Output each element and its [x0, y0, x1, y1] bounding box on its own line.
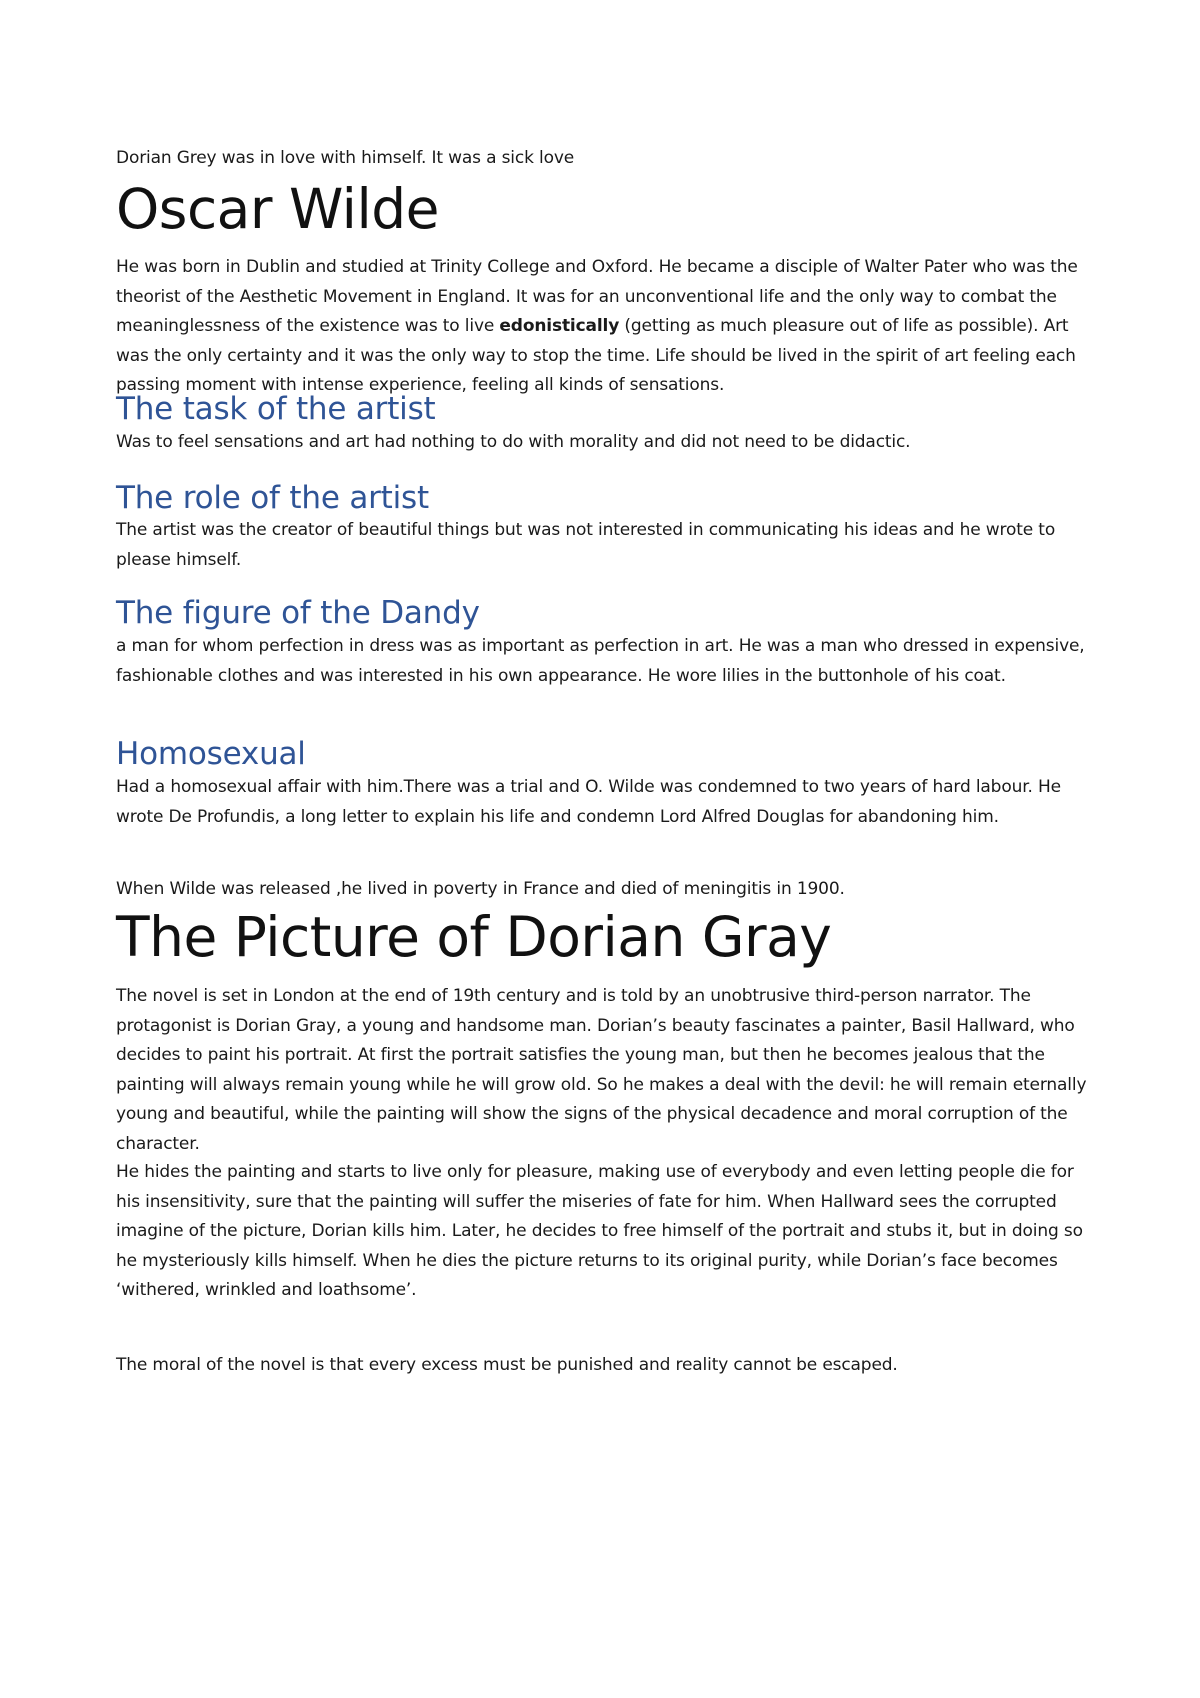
paragraph-figure-of-dandy: a man for whom perfection in dress was as important as perfection in art. He was a man who dressed in expensive, fashionable clothes and was interested in his own appearance. He wore lilies in the buttonhole of his coat. [116, 636, 1085, 686]
title-picture-of-dorian-gray: The Picture of Dorian Gray [116, 905, 832, 969]
paragraph-role-of-artist: The artist was the creator of beautiful things but was not interested in communicating his ideas and he wrote to please himself. [116, 520, 1056, 570]
paragraph-novel-plot: He hides the painting and starts to live only for pleasure, making use of everybody and even letting people die for his insensitivity, sure that the painting will suffer the miseries of fate for him. When Hallward sees the corrupted imagine of the picture, Dorian kills him. Later, he decides to free himself of the portrait and stubs it, but in doing so he mysteriously kills himself. When he dies the picture returns to its original purity, while Dorian’s face becomes ‘withered, wrinkled and loathsome’. [116, 1162, 1083, 1300]
paragraph-oscar-wilde-part2: (getting as much pleasure out of life as possible). Art was the only certainty and it was the only way to stop the time. Life should be lived in the spirit of art feeling each passing moment with intense experience, feeling all kinds of sensations. [116, 316, 1076, 395]
paragraph-task-of-artist: Was to feel sensations and art had nothing to do with morality and did not need to be didactic. [116, 432, 911, 452]
paragraph-moral: The moral of the novel is that every excess must be punished and reality cannot be escaped. [116, 1355, 898, 1375]
paragraph-oscar-wilde-bold: edonistically [499, 316, 620, 336]
paragraph-oscar-wilde-part1: He was born in Dublin and studied at Trinity College and Oxford. He became a disciple of Walter Pater who was the theorist of the Aesthetic Movement in England. It was for an unconventional life and the only way to combat the meaninglessness of the existence was to live [116, 257, 1078, 336]
paragraph-wilde-released: When Wilde was released ,he lived in poverty in France and died of meningitis in 1900. [116, 879, 845, 899]
heading-task-of-artist: The task of the artist [116, 391, 436, 427]
paragraph-oscar-wilde [116, 253, 1096, 401]
title-oscar-wilde: Oscar Wilde [116, 177, 439, 241]
paragraph-novel-summary: The novel is set in London at the end of 19th century and is told by an unobtrusive third-person narrator. The protagonist is Dorian Gray, a young and handsome man. Dorian’s beauty fascinates a painter, Basil Hallward, who decides to paint his portrait. At first the portrait satisfies the young man, but then he becomes jealous that the painting will always remain young while he will grow old. So he makes a deal with the devil: he will remain eternally young and beautiful, while the painting will show the signs of the physical decadence and moral corruption of the character. [116, 986, 1087, 1154]
paragraph-homosexual: Had a homosexual affair with him.There was a trial and O. Wilde was condemned to two years of hard labour. He wrote De Profundis, a long letter to explain his life and condemn Lord Alfred Douglas for abandoning him. [116, 777, 1061, 827]
intro-line: Dorian Grey was in love with himself. It was a sick love [116, 148, 575, 168]
heading-role-of-artist: The role of the artist [116, 480, 429, 516]
heading-figure-of-dandy: The figure of the Dandy [116, 595, 480, 631]
heading-homosexual: Homosexual [116, 736, 306, 772]
